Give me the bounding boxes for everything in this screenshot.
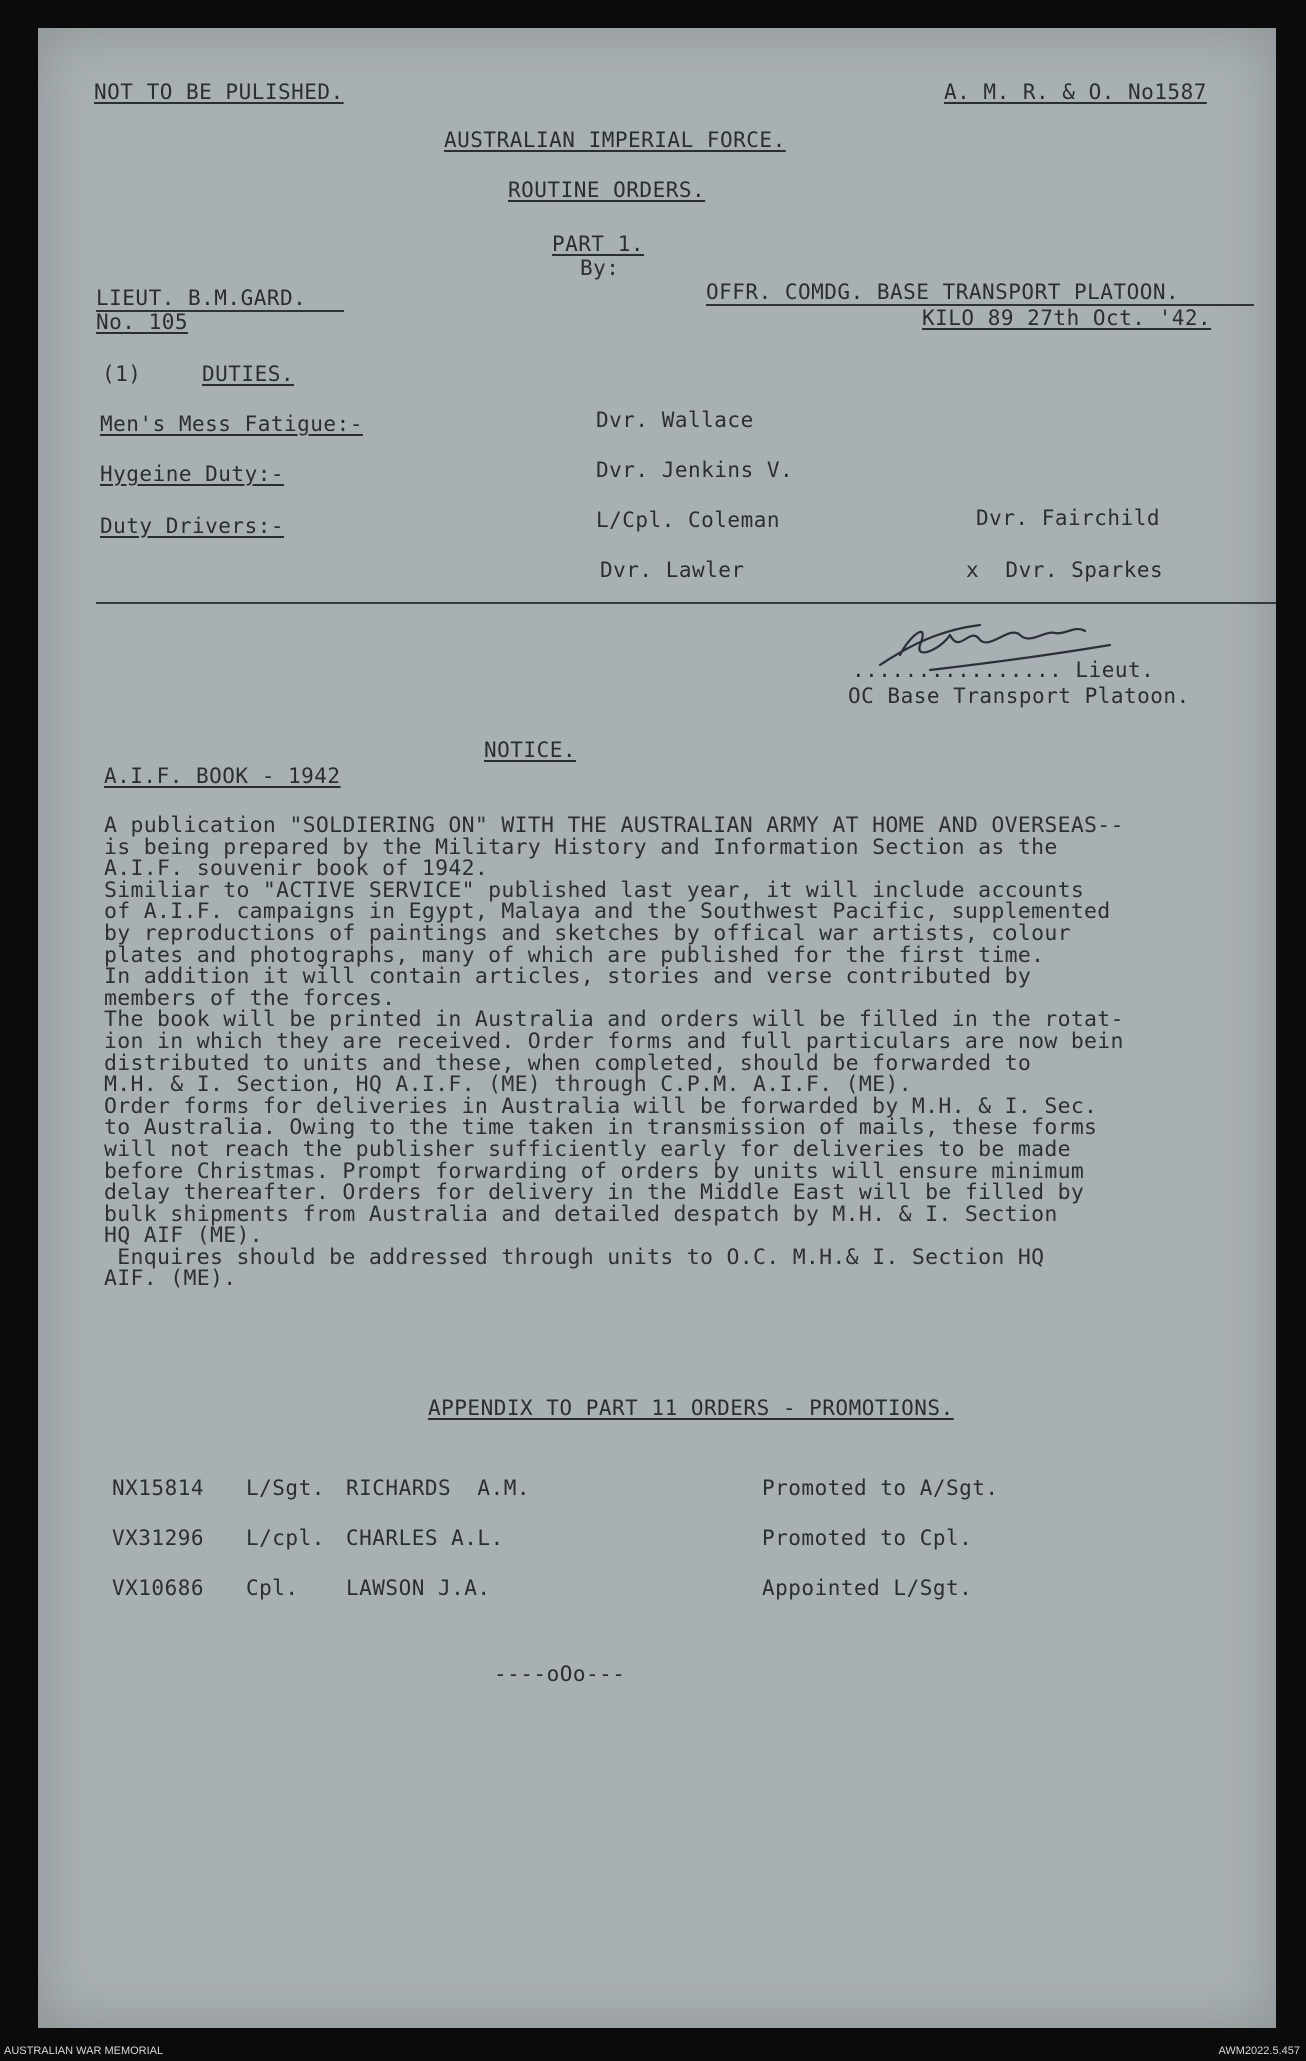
notice-line: to Australia. Owing to the time taken in transmission of mails, these forms [104,1115,1098,1141]
duty-assignee-secondary: Dvr. Fairchild [976,506,1161,530]
signature-line: ................ Lieut. [852,658,1155,682]
notice-line: members of the forces. [104,985,396,1011]
duty-assignee-secondary: x Dvr. Sparkes [966,558,1164,582]
duty-assignee: L/Cpl. Coleman [596,508,781,532]
place-date: KILO 89 27th Oct. '42. [922,306,1212,330]
promotion-action: Promoted to Cpl. [762,1526,973,1550]
service-number: NX15814 [112,1476,205,1500]
duty-label: Hygeine Duty:- [100,462,285,486]
notice-line: by reproductions of paintings and sketches by offical war artists, colour [104,920,1071,946]
notice-line: In addition it will contain articles, stories and verse contributed by [104,964,1032,990]
order-reference: A. M. R. & O. No1587 [944,80,1207,104]
notice-line: delay thereafter. Orders for delivery in the Middle East will be filled by [104,1180,1085,1206]
notice-line: bulk shipments from Australia and detailed despatch by M.H. & I. Section [104,1201,1058,1227]
end-mark: ----oOo--- [494,1662,626,1686]
duty-assignee: Dvr. Wallace [596,408,754,432]
rank: L/Sgt. [246,1476,325,1500]
service-number: VX31296 [112,1526,205,1550]
notice-line: ion in which they are received. Order forms and full particulars are now bein [104,1028,1124,1054]
notice-line: of A.I.F. campaigns in Egypt, Malaya and the Southwest Pacific, supplemented [104,899,1111,925]
promotion-action: Promoted to A/Sgt. [762,1476,999,1500]
notice-line: A publication "SOLDIERING ON" WITH THE AUSTRALIAN ARMY AT HOME AND OVERSEAS-- [104,813,1124,838]
soldier-name: RICHARDS A.M. [346,1476,531,1500]
notice-body [104,815,1284,1290]
notice-line: plates and photographs, many of which are published for the first time. [104,942,1045,968]
soldier-name: LAWSON J.A. [346,1576,491,1600]
duties-heading: DUTIES. [202,362,295,386]
notice-line: Similiar to "ACTIVE SERVICE" published last year, it will include accounts [104,877,1085,903]
signatory-title: OC Base Transport Platoon. [848,684,1190,708]
footer-catalog-id: AWM2022.5.457 [1218,2045,1300,2057]
notice-line: is being prepared by the Military History and Information Section as the [104,834,1058,860]
notice-line: The book will be printed in Australia and orders will be filled in the rotat- [104,1007,1124,1033]
promotion-action: Appointed L/Sgt. [762,1576,973,1600]
duty-assignee: Dvr. Jenkins V. [596,458,794,482]
unit-name: OFFR. COMDG. BASE TRANSPORT PLATOON. [706,280,1180,304]
notice-line: before Christmas. Prompt forwarding of orders by units will ensure minimum [104,1158,1085,1184]
order-number: No. 105 [96,310,189,334]
duties-number: (1) [102,362,142,386]
document-title: AUSTRALIAN IMPERIAL FORCE. [444,128,786,152]
notice-heading: NOTICE. [484,738,577,762]
notice-line: A.I.F. souvenir book of 1942. [104,856,489,882]
notice-subheading: A.I.F. BOOK - 1942 [104,764,341,788]
rank: Cpl. [246,1576,299,1600]
notice-line: Order forms for deliveries in Australia will be forwarded by M.H. & I. Sec. [104,1093,1098,1119]
appendix-heading: APPENDIX TO PART 11 ORDERS - PROMOTIONS. [428,1396,954,1420]
notice-line: Enquires should be addressed through units to O.C. M.H.& I. Section HQ [104,1244,1045,1270]
soldier-name: CHARLES A.L. [346,1526,504,1550]
document-subtitle: ROUTINE ORDERS. [508,178,706,202]
notice-line: distributed to units and these, when completed, should be forwarded to [104,1050,1032,1076]
notice-line: HQ AIF (ME). [104,1223,263,1249]
service-number: VX10686 [112,1576,205,1600]
rank: L/cpl. [246,1526,325,1550]
notice-line: will not reach the publisher sufficiently early for deliveries to be made [104,1136,1071,1162]
not-published-notice: NOT TO BE PULISHED. [94,80,344,104]
footer-source: AUSTRALIAN WAR MEMORIAL [4,2045,164,2057]
notice-line: M.H. & I. Section, HQ A.I.F. (ME) through C.P.M. A.I.F. (ME). [104,1072,912,1098]
part-number: PART 1. [552,232,645,256]
officer-name: LIEUT. B.M.GARD. [96,286,307,310]
section-divider [96,602,1276,604]
duty-assignee: Dvr. Lawler [600,558,745,582]
by-label: By: [580,256,620,280]
notice-line: AIF. (ME). [104,1266,237,1292]
duty-label: Duty Drivers:- [100,514,285,538]
duty-label: Men's Mess Fatigue:- [100,412,363,436]
